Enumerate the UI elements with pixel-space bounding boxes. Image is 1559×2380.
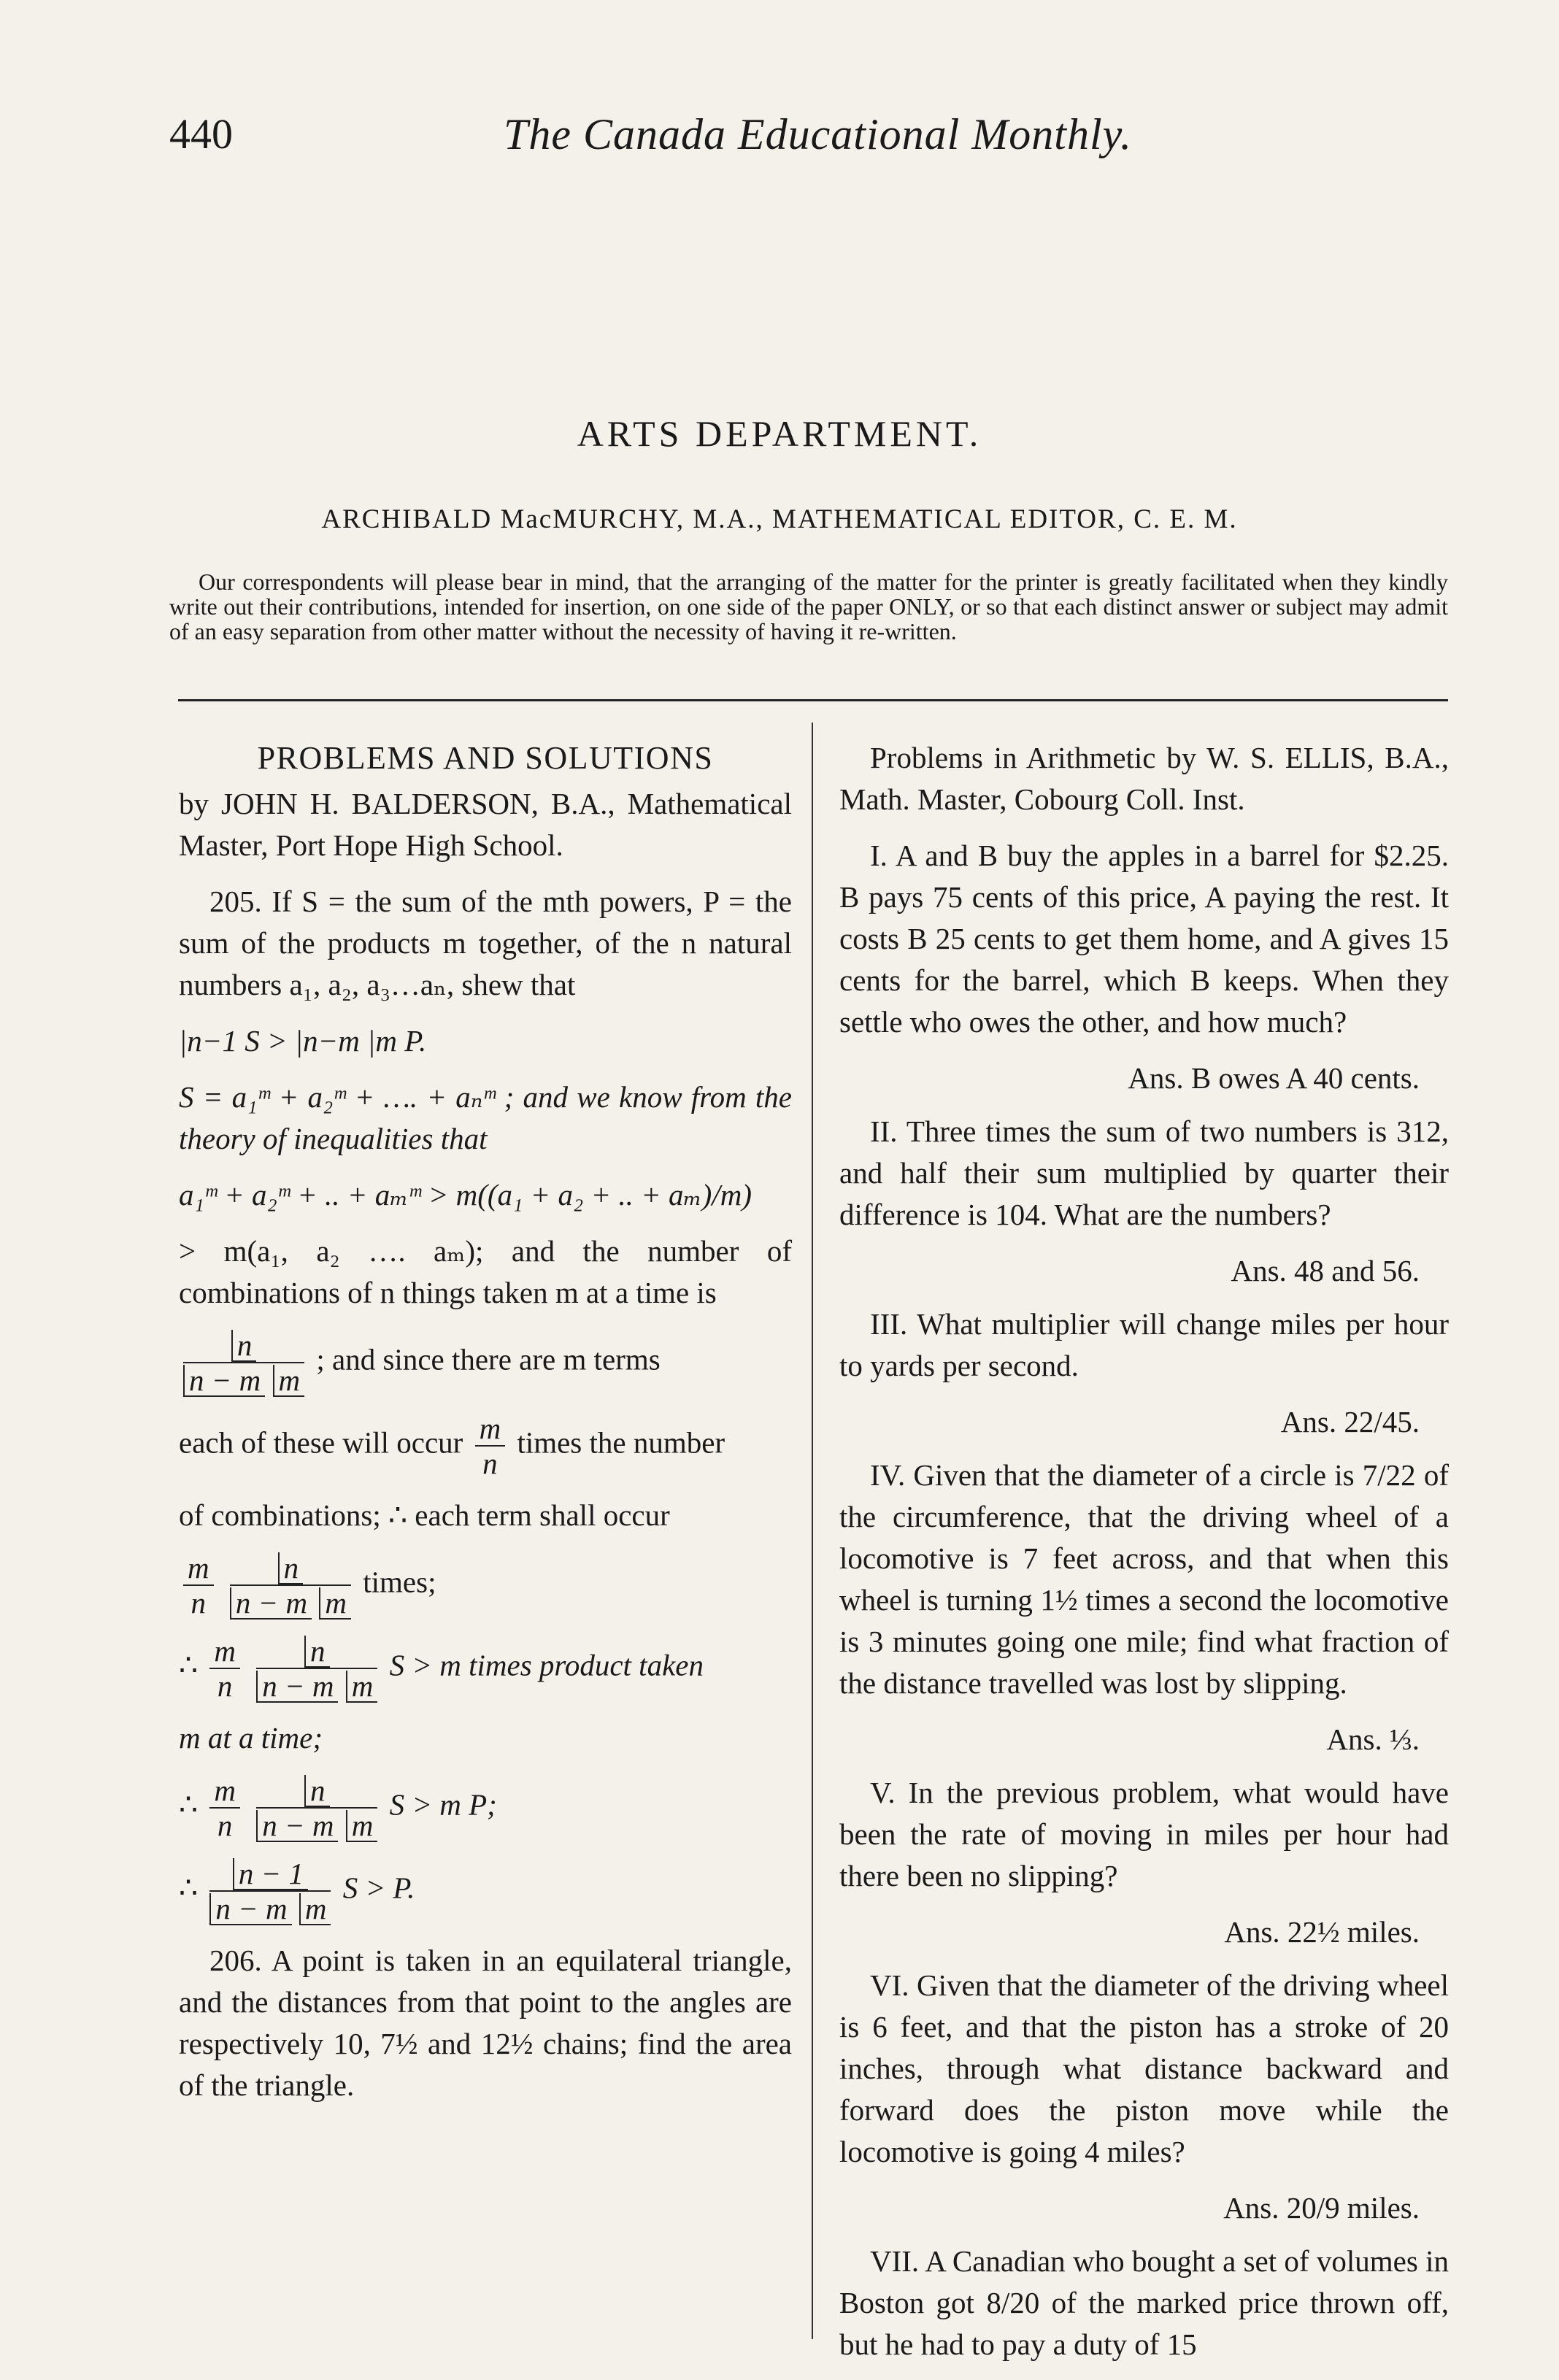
m-over-n-fraction: $\frac{m}{n}$ — [475, 1412, 506, 1480]
combinations-formula — [179, 1328, 792, 1397]
correspondent-notice: Our correspondents will please bear in mind, that the arranging of the matter for the printer is greatly facilitated when they kindly write out their contributions, intended for insertion, on one side of the paper ONLY, or so that each distinct answer or subject may admit of an easy separation from other matter without the necessity of having it re-written. — [169, 569, 1448, 644]
answer-i: Ans. B owes A 40 cents. — [1128, 1061, 1420, 1095]
s-definition: S = a₁ᵐ + a₂ᵐ + …. + aₙᵐ ; and we know from the theory of inequalities that — [179, 1080, 792, 1155]
therefore-step-2: ∴ $\frac{m}{n}$ $\frac{n}{\text{n − m m}}$ S > m P; — [179, 1774, 497, 1842]
problem-ii: II. Three times the sum of two numbers is 312, and half their sum multiplied by quarter their difference is 104. What are the numbers? — [839, 1114, 1449, 1231]
page-header — [0, 109, 1559, 175]
problem-vi: VI. Given that the diameter of the driving wheel is 6 feet, and that the piston has a stroke of 20 inches, through what distance backward and forward does the piston move while the locomotive is going 4 miles? — [839, 1968, 1449, 2168]
combinations-text: ; and since there are m terms — [316, 1342, 661, 1376]
times-formula: $\frac{m}{n}$ $\frac{n}{\text{n − m m}}$ times; — [179, 1551, 792, 1620]
inequality-means: a₁ᵐ + a₂ᵐ + .. + aₘᵐ > m((a₁ + a₂ + .. + aₘ)/m) — [179, 1178, 752, 1212]
answer-ii: Ans. 48 and 56. — [1231, 1254, 1420, 1287]
at-a-time-line: m at a time; — [179, 1721, 323, 1755]
each-term-line: of combinations; ∴ each term shall occur — [179, 1498, 670, 1532]
running-title: The Canada Educational Monthly. — [504, 110, 1132, 158]
arithmetic-heading: Problems in Arithmetic by W. S. ELLIS, B.A., Math. Master, Cobourg Coll. Inst. — [839, 741, 1449, 816]
department-title: ARTS DEPARTMENT. — [577, 413, 982, 454]
problem-iii: III. What multiplier will change miles per hour to yards per second. — [839, 1307, 1449, 1382]
answer-iii: Ans. 22/45. — [1280, 1405, 1420, 1439]
combination-fraction: $\frac{n}{\text{n − m m}}$ — [183, 1328, 304, 1397]
right-column — [839, 737, 1449, 2380]
answer-iv: Ans. ⅓. — [1326, 1722, 1420, 1756]
column-divider — [812, 723, 813, 2339]
section-heading: PROBLEMS AND SOLUTIONS — [257, 740, 714, 776]
problem-iv: IV. Given that the diameter of a circle is 7/22 of the circumference, that the driving wheel of a locomotive is 7 feet across, and that when this wheel is turning 1½ times a second the locomotive is 3 minutes going one mile; find what fraction of the distance travelled was lost by slipping. — [839, 1458, 1449, 1700]
combinations-line: > m(a₁, a₂ …. aₘ); and the number of combinations of n things taken m at a time is — [179, 1234, 792, 1309]
answer-vi: Ans. 20/9 miles. — [1223, 2191, 1420, 2225]
problem-v: V. In the previous problem, what would have been the rate of moving in miles per hour had there been no slipping? — [839, 1776, 1449, 1892]
horizontal-rule — [178, 699, 1448, 701]
problem-206: 206. A point is taken in an equilateral triangle, and the distances from that point to the angles are respectively 10, 7½ and 12½ chains; find the area of the triangle. — [179, 1944, 792, 2102]
byline: by JOHN H. BALDERSON, B.A., Mathematical Master, Port Hope High School. — [179, 787, 792, 862]
page-number: 440 — [169, 110, 233, 158]
therefore-step-3: ∴ $\frac{n - 1}{\text{n − m m}}$ S > P. — [179, 1857, 415, 1925]
problem-i: I. A and B buy the apples in a barrel for $2.25. B pays 75 cents of this price, A paying the rest. It costs B 25 cents to get them home, and A gives 15 cents for the barrel, which B keeps. When they settle who owes the other, and how much? — [839, 839, 1449, 1039]
left-column — [179, 737, 792, 2121]
problem-vii: VII. A Canadian who bought a set of volumes in Boston got 8/20 of the marked price thrown off, but he had to pay a duty of 15 — [839, 2244, 1449, 2361]
editor-line: ARCHIBALD MacMURCHY, M.A., MATHEMATICAL EDITOR, C. E. M. — [321, 504, 1238, 534]
inequality-statement: |n−1 S > |n−m |m P. — [179, 1024, 427, 1058]
therefore-step-1: ∴ $\frac{m}{n}$ $\frac{n}{\text{n − m m}}$ S > m times product taken — [179, 1634, 704, 1703]
answer-v: Ans. 22½ miles. — [1224, 1915, 1420, 1949]
problem-205: 205. If S = the sum of the mth powers, P = the sum of the products m together, of the n natural numbers a₁, a₂, a₃…aₙ, shew that — [179, 885, 792, 1001]
occurrence-line: each of these will occur $\frac{m}{n}$ times the number — [179, 1412, 725, 1480]
